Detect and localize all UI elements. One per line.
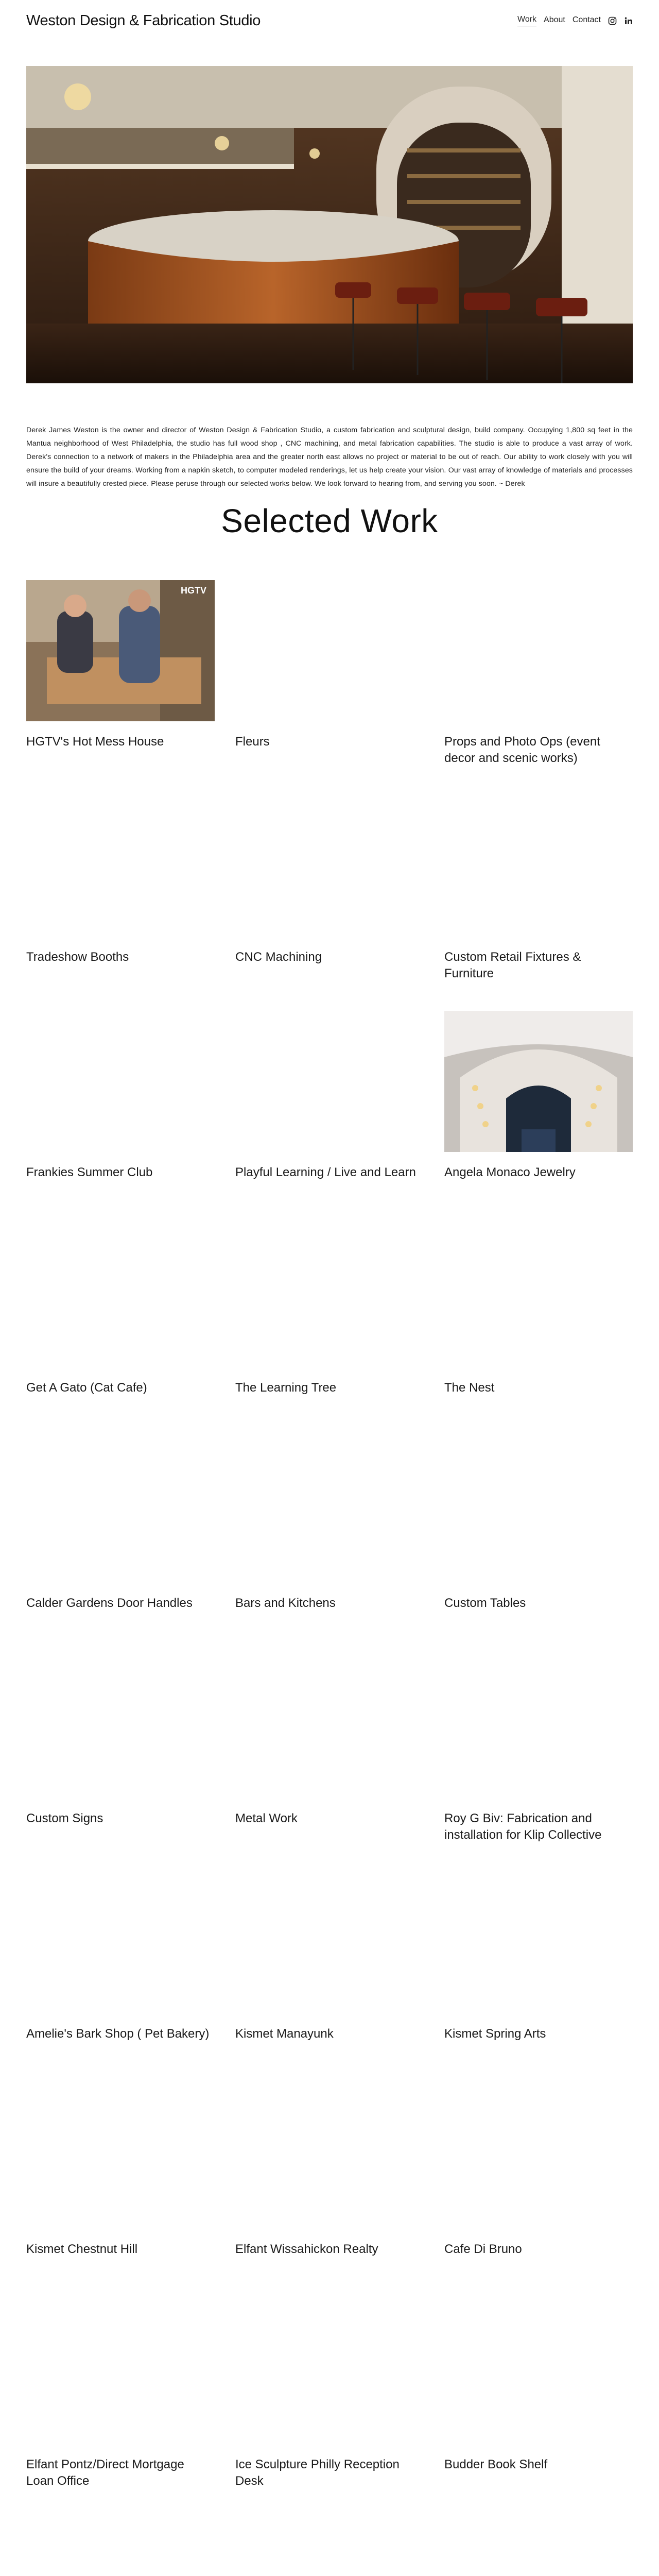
work-item[interactable] bbox=[235, 1011, 424, 1226]
work-thumbnail[interactable] bbox=[26, 1872, 215, 2013]
work-item[interactable] bbox=[444, 1657, 633, 1872]
site-title[interactable]: Weston Design & Fabrication Studio bbox=[26, 12, 261, 29]
nav-work[interactable]: Work bbox=[517, 15, 536, 26]
work-thumbnail[interactable] bbox=[235, 795, 424, 937]
work-item[interactable] bbox=[444, 1011, 633, 1226]
work-grid bbox=[26, 580, 633, 2576]
work-item-title[interactable]: Calder Gardens Door Handles bbox=[26, 1596, 193, 1610]
work-thumbnail[interactable] bbox=[235, 1872, 424, 2013]
work-thumbnail[interactable] bbox=[235, 1442, 424, 1583]
work-thumbnail[interactable] bbox=[444, 1011, 633, 1152]
svg-text:HGTV: HGTV bbox=[181, 585, 207, 596]
work-item[interactable] bbox=[444, 1872, 633, 2088]
work-item-title[interactable]: Kismet Chestnut Hill bbox=[26, 2242, 138, 2256]
work-thumbnail[interactable] bbox=[444, 580, 633, 721]
work-item-title[interactable]: HGTV's Hot Mess House bbox=[26, 735, 164, 749]
work-item-title[interactable]: Props and Photo Ops (event decor and scenic works) bbox=[444, 735, 600, 765]
work-item-title[interactable]: Metal Work bbox=[235, 1811, 298, 1825]
work-item-title[interactable]: Kismet Manayunk bbox=[235, 2027, 334, 2041]
selected-work-title: Selected Work bbox=[221, 502, 438, 539]
work-item[interactable] bbox=[235, 1442, 424, 1657]
work-item-title[interactable]: Roy G Biv: Fabrication and installation for Klip Collective bbox=[444, 1811, 602, 1842]
work-item-title[interactable]: Custom Tables bbox=[444, 1596, 526, 1610]
work-thumbnail[interactable] bbox=[444, 1226, 633, 1367]
work-item-title[interactable]: Ice Sculpture Philly Reception Desk bbox=[235, 2458, 400, 2488]
work-item[interactable] bbox=[235, 1226, 424, 1442]
work-thumbnail[interactable] bbox=[235, 2303, 424, 2444]
work-item-title[interactable]: Budder Book Shelf bbox=[444, 2458, 548, 2471]
work-item-title[interactable]: Bars and Kitchens bbox=[235, 1596, 336, 1610]
work-thumbnail[interactable] bbox=[26, 2518, 215, 2576]
work-item-title[interactable]: Elfant Wissahickon Realty bbox=[235, 2242, 378, 2256]
work-item[interactable] bbox=[26, 1011, 215, 1226]
work-item-title[interactable]: Playful Learning / Live and Learn bbox=[235, 1165, 416, 1179]
work-item[interactable] bbox=[235, 580, 424, 795]
hero-image bbox=[26, 66, 633, 383]
work-thumbnail[interactable] bbox=[26, 1011, 215, 1152]
work-item-title[interactable]: Frankies Summer Club bbox=[26, 1165, 153, 1179]
work-item-title[interactable]: Amelie's Bark Shop ( Pet Bakery) bbox=[26, 2027, 210, 2041]
work-item-title[interactable]: Angela Monaco Jewelry bbox=[444, 1165, 576, 1179]
work-thumbnail[interactable] bbox=[235, 1226, 424, 1367]
work-item[interactable] bbox=[235, 2518, 424, 2576]
work-thumbnail[interactable] bbox=[26, 795, 215, 937]
instagram-icon[interactable] bbox=[608, 16, 617, 25]
work-thumbnail[interactable] bbox=[235, 2518, 424, 2576]
work-item[interactable] bbox=[26, 580, 215, 795]
work-item[interactable] bbox=[444, 795, 633, 1011]
work-item-title[interactable]: Fleurs bbox=[235, 735, 270, 749]
work-item[interactable] bbox=[26, 795, 215, 1011]
nav-contact[interactable]: Contact bbox=[572, 15, 601, 24]
work-item[interactable] bbox=[26, 2088, 215, 2303]
work-item-title[interactable]: CNC Machining bbox=[235, 950, 322, 964]
work-thumbnail[interactable] bbox=[26, 2303, 215, 2444]
work-item-title[interactable]: The Learning Tree bbox=[235, 1381, 337, 1395]
work-item[interactable] bbox=[235, 2303, 424, 2518]
work-item-title[interactable]: Cafe Di Bruno bbox=[444, 2242, 522, 2256]
work-thumbnail[interactable] bbox=[26, 580, 215, 721]
main-nav bbox=[517, 15, 633, 26]
work-item[interactable] bbox=[235, 1872, 424, 2088]
work-item[interactable] bbox=[235, 795, 424, 1011]
work-thumbnail[interactable] bbox=[235, 2088, 424, 2229]
work-item[interactable] bbox=[444, 2088, 633, 2303]
work-item[interactable] bbox=[444, 1442, 633, 1657]
work-thumbnail[interactable] bbox=[26, 1442, 215, 1583]
work-thumbnail[interactable] bbox=[444, 2303, 633, 2444]
work-thumbnail[interactable] bbox=[444, 1872, 633, 2013]
work-item-title[interactable]: The Nest bbox=[444, 1381, 495, 1395]
work-item[interactable] bbox=[444, 1226, 633, 1442]
work-thumbnail[interactable] bbox=[235, 1657, 424, 1798]
work-item[interactable] bbox=[26, 2518, 215, 2576]
intro-text: Derek James Weston is the owner and director of Weston Design & Fabrication Studio, a custom fabrication and sculptural design, build company. Occupying 1,800 sq feet in the Mantua neighborhood of West Philadelphia, the studio has full wood shop , CNC machining, and metal fabrication capabilities. The studio is able to produce a vast array of work. Derek's connection to a network of makers in the Philadelphia area and the greater north east allows no project or material to be out of reach. Our ability to work closely with you will ensure the build of your dreams. Working from a napkin sketch, to computer modeled renderings, let us help create your vision. Our vast array of knowledge of materials and processes will insure a beautifully crested piece. Please peruse through our selected works below. We look forward to hearing from, and serving you soon. ~ Derek bbox=[26, 426, 633, 488]
work-thumbnail[interactable] bbox=[444, 1442, 633, 1583]
work-item[interactable] bbox=[26, 1442, 215, 1657]
work-item-title[interactable]: Custom Signs bbox=[26, 1811, 103, 1825]
work-thumbnail[interactable] bbox=[26, 1657, 215, 1798]
work-item-title[interactable]: Elfant Pontz/Direct Mortgage Loan Office bbox=[26, 2458, 184, 2488]
work-item[interactable] bbox=[26, 1657, 215, 1872]
work-item[interactable] bbox=[26, 2303, 215, 2518]
site-header bbox=[0, 0, 659, 41]
work-item-title[interactable]: Tradeshow Booths bbox=[26, 950, 129, 964]
linkedin-icon[interactable] bbox=[624, 16, 633, 25]
work-thumbnail[interactable] bbox=[235, 1011, 424, 1152]
work-thumbnail[interactable] bbox=[26, 1226, 215, 1367]
work-item-title[interactable]: Kismet Spring Arts bbox=[444, 2027, 546, 2041]
work-item[interactable] bbox=[444, 2303, 633, 2518]
work-item[interactable] bbox=[235, 1657, 424, 1872]
work-item[interactable] bbox=[26, 1872, 215, 2088]
work-item[interactable] bbox=[444, 580, 633, 795]
work-thumbnail[interactable] bbox=[444, 1657, 633, 1798]
work-thumbnail[interactable] bbox=[26, 2088, 215, 2229]
work-item-title[interactable]: Get A Gato (Cat Cafe) bbox=[26, 1381, 147, 1395]
work-item[interactable] bbox=[235, 2088, 424, 2303]
work-thumbnail[interactable] bbox=[444, 795, 633, 937]
work-item-title[interactable]: Custom Retail Fixtures & Furniture bbox=[444, 950, 581, 980]
nav-about[interactable]: About bbox=[544, 15, 565, 24]
work-thumbnail[interactable] bbox=[235, 580, 424, 721]
work-thumbnail[interactable] bbox=[444, 2088, 633, 2229]
work-item[interactable] bbox=[26, 1226, 215, 1442]
